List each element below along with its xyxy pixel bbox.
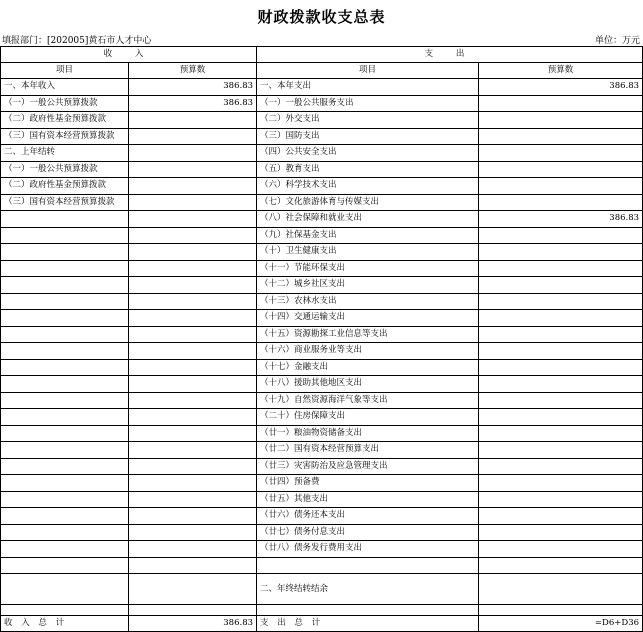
income-item-cell [1,475,129,492]
section-header-row [1,47,643,63]
table-row [1,376,643,393]
table-row [1,359,643,376]
income-item-cell [1,491,129,508]
income-value-cell [129,194,257,211]
table-row [1,145,643,162]
table-row [1,194,643,211]
income-value-cell [129,409,257,426]
income-item-cell [1,310,129,327]
income-item-cell [1,425,129,442]
income-total-value: 386.83 [129,616,257,632]
page-title: 财政拨款收支总表 [257,8,386,26]
expense-item-cell: （廿一）粮油物资储备支出 [257,425,479,442]
income-item-cell [1,244,129,261]
income-value-cell [129,260,257,277]
expense-item-cell: （一）一般公共服务支出 [257,95,479,112]
table-row [1,557,643,574]
income-item-header: 项目 [1,63,129,79]
expense-item-cell: （廿八）债务发行费用支出 [257,541,479,558]
expense-value-cell [479,178,643,195]
income-value-cell [129,557,257,574]
expense-value-cell [479,227,643,244]
expense-item-cell: （八）社会保障和就业支出 [257,211,479,228]
income-value-cell [129,475,257,492]
expense-value-cell: 386.83 [479,79,643,96]
expense-section-header: 支 出 [257,47,643,63]
expense-item-cell: （十三）农林水支出 [257,293,479,310]
expense-value-cell [479,112,643,129]
expense-item-cell: （廿二）国有资本经营预算支出 [257,442,479,459]
income-item-cell [1,458,129,475]
expense-value-cell [479,376,643,393]
expense-item-cell: （二）外交支出 [257,112,479,129]
income-value-cell: 386.83 [129,95,257,112]
expense-item-cell: （六）科学技术支出 [257,178,479,195]
expense-value-cell [479,310,643,327]
expense-value-cell [479,161,643,178]
expense-item-cell: 一、本年支出 [257,79,479,96]
table-row [1,491,643,508]
table-row [1,392,643,409]
income-item-cell [1,376,129,393]
table-row [1,112,643,129]
expense-value-cell [479,392,643,409]
spacer-row [1,605,643,616]
income-section-header: 收 入 [1,47,257,63]
income-item-cell [1,524,129,541]
expense-item-cell: （十二）城乡社区支出 [257,277,479,294]
expense-value-cell: 386.83 [479,211,643,228]
table-row [1,178,643,195]
income-value-cell [129,244,257,261]
income-item-cell [1,541,129,558]
income-item-cell [1,326,129,343]
expense-item-cell: （十五）资源勘探工业信息等支出 [257,326,479,343]
expense-value-cell [479,541,643,558]
spacer-cell [1,605,129,616]
table-row [1,425,643,442]
expense-item-cell: （十七）金融支出 [257,359,479,376]
expense-total-label: 支 出 总 计 [257,616,479,632]
expense-value-cell [479,293,643,310]
income-value-cell [129,524,257,541]
expense-value-cell [479,326,643,343]
table-row [1,442,643,459]
income-value-cell [129,508,257,525]
spacer-cell [479,605,643,616]
totals-row [1,616,643,632]
carryover-value [479,574,643,605]
income-item-cell [1,277,129,294]
income-item-cell [1,211,129,228]
income-value-cell [129,178,257,195]
expense-value-cell [479,244,643,261]
expense-value-cell [479,277,643,294]
expense-item-header: 项目 [257,63,479,79]
income-item-cell [1,557,129,574]
budget-table [0,46,643,632]
expense-item-cell: （十八）援助其他地区支出 [257,376,479,393]
carryover-income-value [129,574,257,605]
table-row [1,293,643,310]
expense-value-cell [479,95,643,112]
expense-value-cell [479,458,643,475]
income-item-cell: （三）国有资本经营预算拨款 [1,128,129,145]
income-value-cell [129,128,257,145]
expense-item-cell: （四）公共安全支出 [257,145,479,162]
expense-total-value: =D6+D36 [479,616,643,632]
table-row [1,458,643,475]
expense-value-cell [479,475,643,492]
income-value-cell [129,541,257,558]
income-budget-header: 预算数 [129,63,257,79]
income-value-cell [129,491,257,508]
income-value-cell [129,227,257,244]
table-row [1,211,643,228]
spacer-cell [257,605,479,616]
expense-value-cell [479,508,643,525]
income-item-cell [1,293,129,310]
table-row [1,128,643,145]
table-row [1,79,643,96]
income-value-cell [129,277,257,294]
income-value-cell: 386.83 [129,79,257,96]
table-row [1,524,643,541]
income-item-cell: （二）政府性基金预算拨款 [1,112,129,129]
table-row [1,95,643,112]
income-value-cell [129,293,257,310]
table-row [1,326,643,343]
expense-item-cell: （十四）交通运输支出 [257,310,479,327]
expense-value-cell [479,409,643,426]
expense-value-cell [479,145,643,162]
expense-item-cell: （廿三）灾害防治及应急管理支出 [257,458,479,475]
income-value-cell [129,161,257,178]
table-row [1,227,643,244]
income-value-cell [129,458,257,475]
expense-item-cell: （廿六）债务还本支出 [257,508,479,525]
income-value-cell [129,442,257,459]
table-row [1,244,643,261]
column-header-row [1,63,643,79]
expense-item-cell: （九）社保基金支出 [257,227,479,244]
income-total-label: 收 入 总 计 [1,616,129,632]
table-row [1,161,643,178]
expense-item-cell: （五）教育支出 [257,161,479,178]
income-item-cell [1,260,129,277]
expense-value-cell [479,524,643,541]
income-value-cell [129,343,257,360]
table-row [1,343,643,360]
table-row [1,277,643,294]
income-item-cell [1,392,129,409]
income-item-cell: 二、上年结转 [1,145,129,162]
expense-item-cell: （三）国防支出 [257,128,479,145]
expense-item-cell: （二十）住房保障支出 [257,409,479,426]
income-value-cell [129,211,257,228]
income-item-cell [1,227,129,244]
expense-value-cell [479,359,643,376]
income-item-cell: （二）政府性基金预算拨款 [1,178,129,195]
expense-value-cell [479,425,643,442]
expense-value-cell [479,491,643,508]
income-item-cell: 一、本年收入 [1,79,129,96]
expense-item-cell: （廿五）其他支出 [257,491,479,508]
expense-value-cell [479,260,643,277]
expense-item-cell: （十六）商业服务业等支出 [257,343,479,360]
expense-value-cell [479,194,643,211]
table-row [1,541,643,558]
income-item-cell [1,359,129,376]
expense-item-cell: （十一）节能环保支出 [257,260,479,277]
spacer-cell [129,605,257,616]
expense-item-cell: （十）卫生健康支出 [257,244,479,261]
expense-value-cell [479,557,643,574]
income-item-cell [1,442,129,459]
expense-value-cell [479,442,643,459]
income-value-cell [129,310,257,327]
income-value-cell [129,112,257,129]
table-row [1,409,643,426]
income-item-cell: （一）一般公共预算拨款 [1,161,129,178]
reporting-unit: 填报部门：[202005]黄石市人才中心 [2,36,152,46]
table-row [1,475,643,492]
income-item-cell [1,409,129,426]
expense-item-cell: （廿四）预备费 [257,475,479,492]
income-value-cell [129,326,257,343]
income-value-cell [129,145,257,162]
expense-item-cell: （廿七）债务付息支出 [257,524,479,541]
income-value-cell [129,425,257,442]
table-row [1,310,643,327]
income-item-cell [1,508,129,525]
expense-item-cell [257,557,479,574]
expense-value-cell [479,128,643,145]
income-value-cell [129,392,257,409]
table-row [1,260,643,277]
income-value-cell [129,376,257,393]
carryover-income-item [1,574,129,605]
expense-item-cell: （十九）自然资源海洋气象等支出 [257,392,479,409]
income-item-cell: （一）一般公共预算拨款 [1,95,129,112]
expense-item-cell: （七）文化旅游体育与传媒支出 [257,194,479,211]
income-item-cell [1,343,129,360]
carryover-row [1,574,643,605]
carryover-label: 二、年终结转结余 [257,574,479,605]
table-row [1,508,643,525]
income-item-cell: （三）国有资本经营预算拨款 [1,194,129,211]
expense-value-cell [479,343,643,360]
money-unit: 单位：万元 [594,36,640,46]
expense-budget-header: 预算数 [479,63,643,79]
income-value-cell [129,359,257,376]
